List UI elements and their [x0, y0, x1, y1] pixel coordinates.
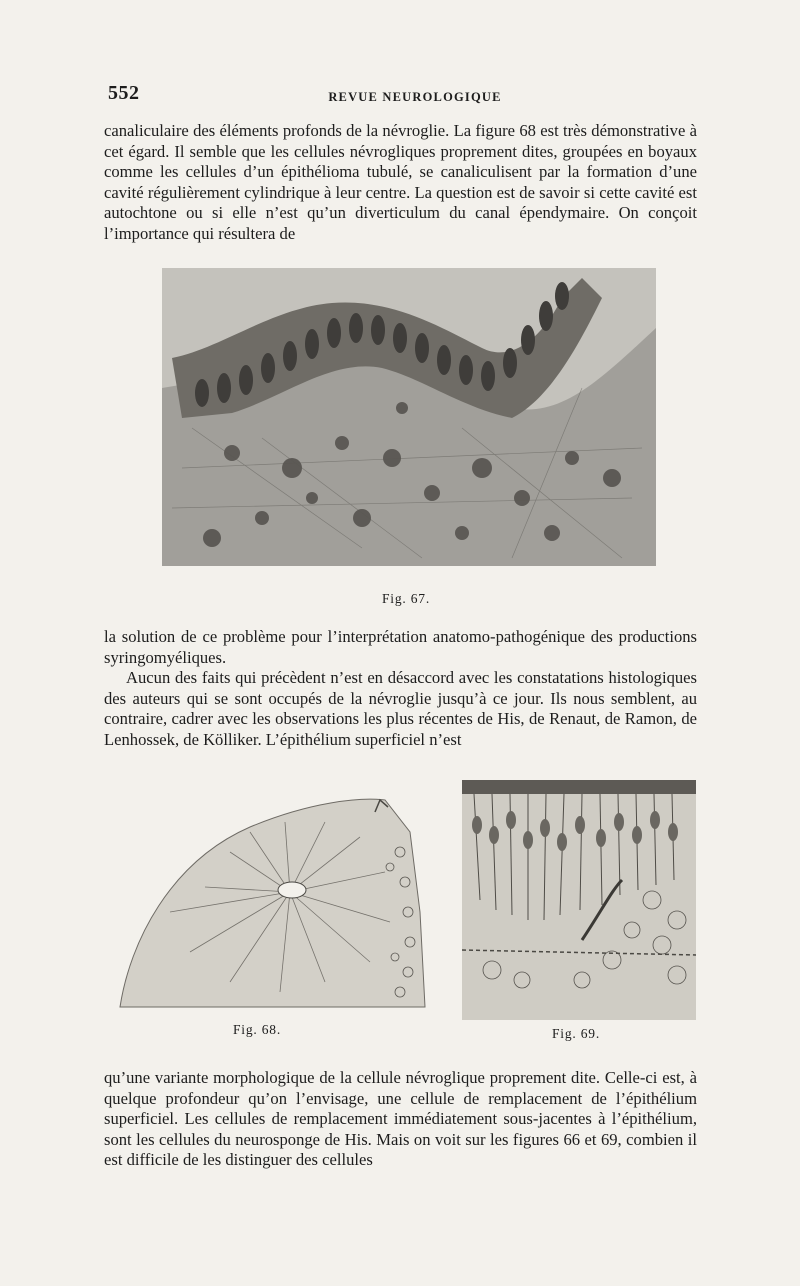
- page-number: 552: [108, 82, 140, 104]
- paragraph-2: la solution de ce problème pour l’interprétation anatomo-pathogénique des productions syringomyéliques.: [104, 627, 697, 667]
- figure-67-caption: Fig. 67.: [382, 591, 431, 606]
- histology-photo-ependyma: [162, 268, 656, 566]
- figure-68-image: [110, 792, 435, 1022]
- figure-69-caption: Fig. 69.: [552, 1026, 601, 1041]
- paragraph-3: Aucun des faits qui précèdent n’est en désaccord avec les constatations histologiques des auteurs qui se sont occupés de la névroglie jusqu’à ce jour. Ils nous semblent, au contraire, cadrer avec les observations les plus récentes de His, de Renaut, de Ramon, de Lenhossek, de Kölliker. L’épithélium superficiel n’est: [104, 668, 697, 749]
- drawing-superficial-epithelium: [462, 780, 696, 1020]
- paragraph-1: canaliculaire des éléments profonds de la névroglie. La figure 68 est très démonstrative à cet égard. Il semble que les cellules névrogliques proprement dites, groupées en boyaux comme les cellules d’un épithélioma tubulé, se canaliculisent par la formation d’une cavité régulièrement cylindrique à leur centre. La question est de savoir si cette cavité est autochtone ou si elle n’est qu’un diverticulum du canal épendymaire. On conçoit l’importance qui résultera de: [104, 121, 697, 243]
- figure-68-caption: Fig. 68.: [233, 1022, 282, 1037]
- figure-69-image: [462, 780, 696, 1020]
- running-title: REVUE NEUROLOGIQUE: [328, 90, 502, 104]
- figure-67-image: [162, 268, 656, 566]
- paragraph-4: qu’une variante morphologique de la cellule névroglique proprement dite. Celle-ci est, à quelque profondeur qu’on l’envisage, une cellule de remplacement de l’épithélium superficiel. Les cellules de remplacement immédiatement sous-jacentes à l’épithélium, sont les cellules du neurosponge de His. Mais on voit sur les figures 66 et 69, combien il est difficile de les distinguer des cellules: [104, 1068, 697, 1169]
- drawing-canaliculized-glia: [110, 792, 435, 1022]
